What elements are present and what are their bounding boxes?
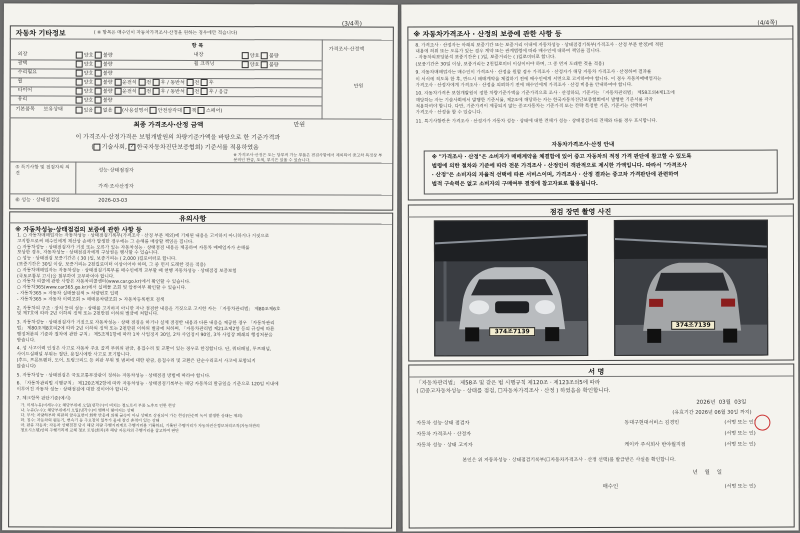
basic-items-label: 기본품목 xyxy=(15,106,35,113)
checkbox-kaa[interactable]: ✓ xyxy=(130,143,135,150)
row-checkbox[interactable] xyxy=(114,79,121,86)
guarantee-line: (보증기간은 30일 이상, 보증거리는 2천킬로미터 이상이어야 하며, 그 중 먼저 도래한 것을 적용) xyxy=(415,61,605,68)
note-criteria-line: 나. 누유(누수): 해당부위에서 오일(냉각수)이 맺혀서 떨어지는 상태 xyxy=(20,407,135,413)
row-option-label: 불량 xyxy=(102,61,113,68)
note-line: 받습니다. xyxy=(16,337,36,344)
row-checkbox[interactable] xyxy=(95,97,102,104)
signer-signature[interactable]: (서명 또는 인) xyxy=(724,419,756,426)
right-page xyxy=(401,3,798,531)
inspector-opinion: 성능·상태점검자 xyxy=(98,167,134,174)
notice-small: ※ 가격조사·산정은 도는 당부적 가능 부품은 전검사항에서 제외되어 중고차 특정상 부분적인 판금, 도색, 부식은 있을 수 있습니다. xyxy=(233,152,383,163)
official-seal xyxy=(754,415,770,431)
owned-option-label: 스페어) xyxy=(205,108,223,115)
row-options xyxy=(76,97,113,104)
guarantee-line: 8. 가격조사 · 산정자는 아래의 보증기간 또는 보증거리 이내에 자동차성능 · 상태점검기록부(가격조사 · 산정 부분 한정)에 적된 xyxy=(415,42,664,49)
appraiser-opinion: 가격·조사산정자 xyxy=(98,183,134,190)
receive-date: 년 월 일 xyxy=(692,469,722,476)
guarantee-line: 해당하는 자는 기술사회에서 발행한 기준서를, 제2조에 해당하는 자는 한국자동차진단보증협회에서 발행한 기준서를 각각 xyxy=(415,97,653,104)
guarantee-line: 10. 자동차가격은 보험개발원이 정한 차량기준가액을 기준가격으로 조사 · 산정하되, 기준서는 「자동차관리법」 제58조의4제1조에 xyxy=(415,91,675,97)
license-plate-right: 374조7139 xyxy=(671,321,715,330)
row-mid-options xyxy=(242,52,279,59)
guarantee-line: 11. 특기사항란은 가격조사 · 산정자가 자동차 성능 · 상태에 대한 견해가 성능 · 상태점검자의 견해와 다를 경우 표시합니다. xyxy=(415,118,658,125)
note-line: (보증기간은 30일 이상, 보증거리는 2천킬로미터 이상이어야 하며, 그 중 먼저 도래한 것을 적용) xyxy=(16,262,206,269)
note-criteria-line: 마. 판유 자동차: 자동차 상태점검 당시 해당 차량 주행거리계로 주행거리를 기록하되, 기록된 주행거리가 자동차전산정보처리조직(자동차관리 xyxy=(20,422,260,429)
unit-won: 만원 xyxy=(353,83,364,90)
note-line: 2. 자동차의 구조 · 장치 등의 성능 · 상태를 고지하지 아니한 자나 점검한 내용을 거짓으로 고지한 자는 「자동차관리법」 제80조제6호 xyxy=(16,305,281,312)
owned-checkbox[interactable] xyxy=(95,107,102,114)
row-checkbox[interactable] xyxy=(76,97,83,104)
left-page xyxy=(2,3,398,531)
row-option-label: 전 xyxy=(146,79,153,86)
signer-name: 케이카 주식회사 반야월지점 xyxy=(624,441,686,448)
row-option-label: 양호 xyxy=(83,70,95,77)
guide-line: · 산정"은 소비자의 자율적 선택에 따른 서비스이며, 가격조사 · 산정 결과는 중고차 가격판단에 관련하여 xyxy=(431,171,679,179)
note-criteria-title: 7. 체크항목 판단기준(예시) xyxy=(16,396,71,402)
car-photo-left xyxy=(434,220,588,356)
guarantee-title: ※ 자동차가격조사 · 산정의 보증에 관한 사항 등 xyxy=(413,30,562,39)
owned-option-label: (사용설명서 xyxy=(122,107,150,114)
notice-line-2: ( 기술사회, ✓ 한국자동차진단보증협회) 기준서를 적용하였음 xyxy=(91,143,259,152)
note-line: 이루어진 자동차 성능 · 상태점검에 대한 것이어야 합니다. xyxy=(16,387,130,393)
row-checkbox[interactable] xyxy=(76,52,83,59)
note-line: ○ 자동차성능 · 상태점검자가 거짓 또는 오류가 있는 자동차성능 · 상태점검 내용을 제공하여 자동차 매매업자가 손해를 xyxy=(17,244,250,251)
owned-checkbox[interactable] xyxy=(114,107,121,114)
row-checkbox[interactable] xyxy=(76,70,83,77)
row-checkbox[interactable] xyxy=(138,79,145,86)
sign-date: 2026년 03월 03일 xyxy=(696,399,747,406)
row-option-label: 전 xyxy=(146,88,153,95)
row-option-label: 불량 xyxy=(102,88,115,95)
row-mid-checkbox[interactable] xyxy=(242,61,249,68)
row-option-label: 운전석 xyxy=(122,79,139,86)
note-line: (후드, 프론트펜더, 도어, 트렁크리드 등 외판 부위 및 범퍼에 대한 판금, 용접수리 및 교환은 단순수리로서 사고에 포함되지 xyxy=(16,358,256,365)
guide-line: 법적 구속력은 없고 소비자의 구매여부 결정에 참고자료로 활용됩니다. xyxy=(431,181,598,188)
guarantee-line: 가격조사 · 산정을 할 수 있습니다. xyxy=(415,110,483,116)
guide-line: 법령에 의한 절차와 기준에 따라 전문 가격조사 · 산정인이 객관적으로 제시한 가액입니다. 따라서 "가격조사 xyxy=(431,162,687,170)
page-number-right: (4/4쪽) xyxy=(757,19,778,27)
receive-confirmation: 본인은 위 자동차성능 · 상태점검기록부(☐자동차가격조사 · 산정 선택)를 발급받은 사실을 확인합니다. xyxy=(462,457,676,464)
row-checkbox[interactable] xyxy=(95,61,102,68)
owned-checkbox[interactable] xyxy=(76,107,83,114)
special-notes-label: ⑤ 특기사항 및 점검자의 의견 xyxy=(15,165,70,177)
row-option-label: 양호 xyxy=(83,52,95,59)
row-checkbox[interactable] xyxy=(95,79,102,86)
row-option-label: 후 xyxy=(208,80,214,87)
row-label: 광택 xyxy=(17,60,28,67)
signer-signature[interactable]: (서명 또는 인) xyxy=(724,430,756,437)
row-option-label: 불량 xyxy=(102,52,113,59)
notes-title: 유의사항 xyxy=(179,214,207,224)
notice-line-1: 이 가격조사·산정가격은 보험개발원의 차량기준가액을 바탕으로 한 기준가격과 xyxy=(75,133,281,142)
note-line: 보상한 경우, 자동차성능 · 상태점검자에게 구상권을 행사할 수 있습니다. xyxy=(17,250,159,257)
row-option-label: 후 / 응급 xyxy=(208,89,229,96)
law-line-1: 「자동차관리법」 제58조 및 같은 법 시행규칙 제120조 · 제123조의5에 따라 xyxy=(416,380,601,387)
row-checkbox[interactable] xyxy=(186,88,193,95)
row-checkbox[interactable] xyxy=(138,88,145,95)
row-checkbox[interactable] xyxy=(95,52,102,59)
row-checkbox[interactable] xyxy=(95,88,102,95)
buyer-label: 매수인 xyxy=(602,483,619,490)
note-line: 1. ○ 자동차매매업자는 자동차성능 · 상태점검기록부(가격조사 · 산정 부분 제외)에 기재된 내용을 고지하지 아니하거나 거짓으로 xyxy=(17,233,270,240)
row-checkbox[interactable] xyxy=(153,88,160,95)
section-note: ( ※ 항목은 매수인이 자동차가격조사·산정을 원하는 경우에만 적습니다) xyxy=(93,30,238,37)
row-checkbox[interactable] xyxy=(95,70,102,77)
signer-role: 자동차 성능·상태 점검자 xyxy=(416,420,470,427)
row-label: 수리필요 xyxy=(17,69,38,76)
price-column-header: 가격조사·산정액 xyxy=(328,46,365,53)
inspection-date-label: ⑥ 성능 · 상태점검일 xyxy=(15,197,60,204)
page-number: (3/4쪽) xyxy=(341,20,363,28)
owned-checkbox[interactable] xyxy=(183,107,190,114)
note-line: 고지함으로써 매수인에게 재산상 손해가 발생한 경우에는 그 손해를 배상할 책임을 집니다. xyxy=(17,239,194,245)
row-option-label: 양호 xyxy=(83,88,95,95)
note-line: 사이드실패널 부위는 절단, 용접시에만 사고로 표기합니다. xyxy=(16,352,132,358)
checkbox-tech-society[interactable] xyxy=(94,144,101,151)
row-option-label: 불량 xyxy=(102,97,113,104)
row-mid-checkbox[interactable] xyxy=(261,61,268,68)
row-mid-checkbox[interactable] xyxy=(261,52,268,59)
signer-signature[interactable]: (서명 또는 인) xyxy=(724,441,756,448)
note-line: ○ 자동차365(www.car365.go.kr)에서 실매물 조회 및 압류여부 확인할 수 있습니다. xyxy=(16,285,187,292)
row-label: 타이어 xyxy=(17,87,33,94)
row-option-label: 불량 xyxy=(102,70,113,77)
law-line-2: ( ☑중고자동차성능 · 상태를 점검, ☐자동차가격조사 · 산정 ) 하였음을 확인합니다. xyxy=(416,387,611,395)
row-option-label: 양호 xyxy=(83,79,95,86)
note-criteria-line: 정보시스템)상의 주행거리계 교체 정보 토임(회차)과 해당 자동차의 주행거리를 참고하여 판단 xyxy=(20,427,179,433)
note-line: 법」 제80조제8호의2에 따라 2년 이하의 징역 또는 2천만원 이하의 벌금에 처하며, 「자동차관리법 제21조제2항 등의 규정에 따른 xyxy=(16,326,275,333)
row-checkbox[interactable] xyxy=(76,88,83,95)
note-line: 6. 「자동차관리법 시행규칙」 제120조제2항에 따라 자동차성능 · 상태점검기록부는 해당 자동차의 발급일을 기준으로 120일 이내에 xyxy=(16,381,279,388)
buyer-signature: (서명 또는 인) xyxy=(724,483,756,490)
guarantee-line: 9. 자동차매매업자는 매수인이 가격조사 · 산정을 원할 경우 가격조사 · 산정자가 해당 자동차 가격조사 · 산정하여 결과를 xyxy=(415,70,652,76)
row-options xyxy=(76,70,113,77)
note-line: 행정처분의 기준과 절차에 관한 규칙」 제5조제1항에 따라 1차 사업정지 30일, 2차 사업정지 90일, 3차 사업장 폐쇄의 행정처분을 xyxy=(16,332,273,339)
row-mid-label: 내장 xyxy=(193,51,204,59)
row-option-label: 양호 xyxy=(83,61,95,68)
note-line: 5. 자동차성능 · 상태점검은 국토교통부장관이 정하는 자동차성능 · 상태점검 방법에 따라야 합니다. xyxy=(16,372,211,379)
guarantee-line: - 자동차의보당분석 보증기간은 ( )일, 보증거리는 ( )킬로미터로 합니다. xyxy=(415,55,556,61)
guarantee-line: 가격조사 · 산정자에게 가격조사 · 산정을 의뢰하기 전에 매수인에게 가격조사 · 산정 비용을 안내하여야 합니다. xyxy=(415,82,633,89)
note-line: - 자동차365 > 자동차 실매물검색 > 차량번호 입력 xyxy=(16,291,119,297)
row-mid-option-label: 불량 xyxy=(268,53,279,60)
note-criteria-line: 다. 부식: 차량하부와 외판의 금속표면이 화학 반응에 의해 금속이 아닌 상태로 상실되어 가는 현상(단순히 녹이 발생한 상태는 제외) xyxy=(20,412,243,418)
row-options xyxy=(76,88,229,96)
signer-name: 동대구현대서비스 김경민 xyxy=(624,419,680,426)
note-criteria-line: 가. 미세누유(미세누수): 해당부위에 오일(냉각수)이 비치는 정도로서 부품 노후로 인한 현상 xyxy=(20,402,176,408)
row-checkbox[interactable] xyxy=(186,79,193,86)
row-label: 휠 xyxy=(17,78,23,85)
owned-state-label: 보유상태 xyxy=(43,106,63,113)
row-mid-label: 휠 크리닝 xyxy=(193,60,215,68)
note-line: - 자동차365 > 자동차 이력조회 > 매매용차량조회 > 자동차등록번호 검색 xyxy=(16,297,165,303)
car-photo-right xyxy=(614,220,768,356)
signature-title: 서 명 xyxy=(588,367,605,377)
note-line: 않습니다) xyxy=(16,364,36,370)
row-options xyxy=(76,61,113,68)
guide-line: ※ "가격조사 · 산정"은 소비자가 매매계약을 체결함에 있어 중고 자동차의 적정 가격 판단에 참고할 수 있도록 xyxy=(431,153,692,161)
car-rear-image xyxy=(615,221,767,355)
guarantee-line: 적용하여야 합니다. 다만, 기준가격이 제공되지 않는 중고자동차는 기준가격 또는 간략 특정한 기준, 기준서는 선택하여 xyxy=(415,103,648,110)
note-line: ○ 성능 · 상태점검 보증기간은 ( 30 )일, 보증거리는 ( 2,000 )킬로미터로 합니다. xyxy=(17,256,177,263)
note-line: ○ 자동차 리콜에 관한 사항은 자동차리콜센터(www.car.go.kr)에서 확인할 수 있습니다. xyxy=(16,279,191,286)
final-price-label: 최종 가격조사·산정 금액 xyxy=(133,120,204,130)
row-mid-checkbox[interactable] xyxy=(242,52,249,59)
owned-option-label: 없음 xyxy=(102,107,115,114)
note-line: 3. 자동차성능 · 상태점검자가 거짓으로 자동차성능 · 상태 점검을 하거나 실제 점검한 내용과 다른 내용을 제공한 경우 「자동차관리 xyxy=(16,320,275,327)
note-criteria-line: 라. 침수: 자동차의 원동기, 변속기 등 주요장치 일부가 물에 잠긴 흔적이 있는 상태 xyxy=(20,417,160,423)
owned-option-label: 잭 xyxy=(191,107,198,114)
inspection-date-value: 2026-03-03 xyxy=(98,197,128,204)
owned-option-label: 안전삼각대 xyxy=(157,107,184,114)
item-column-header: 항 목 xyxy=(191,42,204,50)
row-options xyxy=(76,52,113,59)
row-option-label: 불량 xyxy=(102,79,115,86)
row-mid-option-label: 양호 xyxy=(249,62,261,69)
row-option-label: 전 xyxy=(194,88,201,96)
row-checkbox[interactable] xyxy=(76,79,83,86)
row-checkbox[interactable] xyxy=(114,88,121,95)
row-mid-options xyxy=(242,61,279,68)
row-label: 외장 xyxy=(17,51,28,58)
photo-title: 점검 장면 촬영 사진 xyxy=(549,207,612,217)
owned-checkbox[interactable] xyxy=(150,107,157,114)
guide-title: 자동차가격조사·산정 안내 xyxy=(551,141,615,149)
notes-subtitle: ※ 자동차성능·상태점검의 보증에 관한 사항 등 xyxy=(15,226,142,234)
row-option-label: 전 xyxy=(194,79,201,87)
row-label: 유리 xyxy=(17,96,28,103)
guarantee-line: 이 서식에 적도록 한 후, 반드시 매매계약을 체결하기 전에 매수인에게 서면으로 고지하여야 합니다. 이 경우 자동차매매업자는 xyxy=(415,76,662,82)
row-checkbox[interactable] xyxy=(201,88,208,95)
row-checkbox[interactable] xyxy=(76,61,83,68)
signer-role: 자동차 가격조사 · 산정자 xyxy=(416,431,472,438)
row-mid-option-label: 양호 xyxy=(249,53,261,60)
final-price-unit: 만원 xyxy=(293,121,306,129)
row-option-label: 양호 xyxy=(83,97,95,104)
signer-role: 자동차 성능 · 상태 고지자 xyxy=(416,442,473,449)
section-title: 자동차 기타정보 xyxy=(15,29,66,38)
row-option-label: 후 / 동반석 xyxy=(160,79,187,86)
owned-option-label: 있음 xyxy=(83,107,95,114)
row-mid-option-label: 불량 xyxy=(268,62,279,69)
row-option-label: 운전석 xyxy=(122,88,139,95)
row-checkbox[interactable] xyxy=(153,79,160,86)
license-plate-left: 374조7139 xyxy=(489,327,535,336)
row-options xyxy=(76,79,214,86)
owned-checkbox[interactable] xyxy=(198,107,205,114)
row-checkbox[interactable] xyxy=(201,79,208,86)
note-line: ○ 자동차매매업자는 자동차성능 · 상태점검기록부를 매수인에게 교부할 때 현행 자동차성능 · 상태점검 보증보험 xyxy=(16,268,237,274)
note-line: 및 제7호에 따라 2년 이하의 징역 또는 2천만원 이하의 벌금에 처합니다. xyxy=(16,311,159,318)
row-option-label: 후 / 동반석 xyxy=(160,88,187,95)
guarantee-line: 내용에 허위 또는 오류가 있는 경우 계약 또는 관계법령에 따라 매수인에 대하여 책임을 집니다. xyxy=(415,49,601,55)
note-line: (국토교통부 고시)을 첨부하여 교부하여야 합니다. xyxy=(16,273,115,280)
note-line: 4. 성 사고이력 인정은 사고로 자동차 주요 골격 부위의 판금, 용접수리 및 교환이 있는 경우로 한정합니다. 단, 쿼터패널, 루프패널, xyxy=(16,346,272,353)
owned-options xyxy=(76,107,223,115)
valid-period: (유효기간 2026년 06월 30일 까지) xyxy=(672,409,752,416)
